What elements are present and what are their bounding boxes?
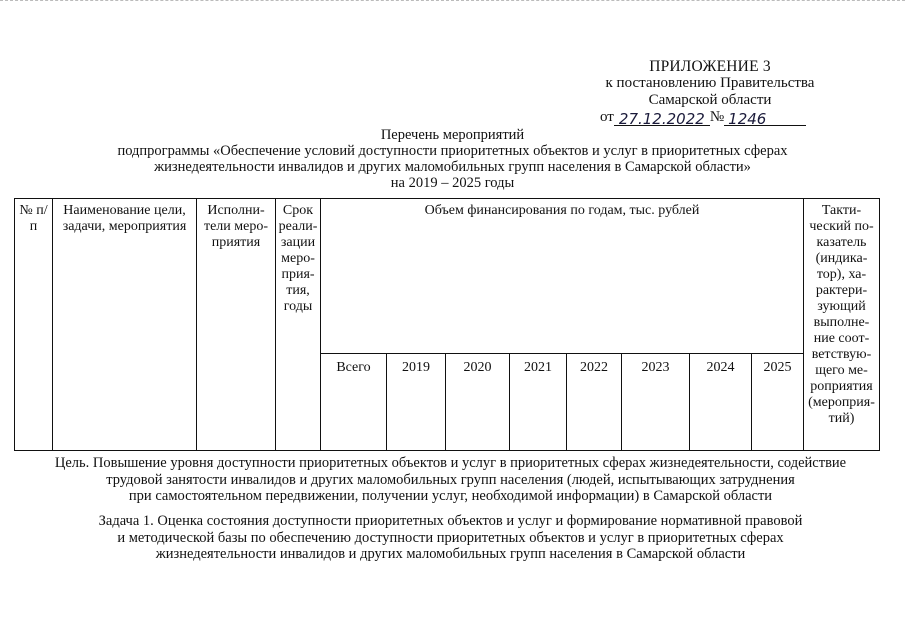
heading-line-4: на 2019 – 2025 годы — [390, 175, 515, 191]
header-year-total: Всего — [321, 354, 387, 451]
from-label: от — [600, 109, 614, 125]
heading-line-1: Перечень мероприятий — [380, 127, 525, 143]
header-year-2023: 2023 — [622, 354, 690, 451]
handwritten-date: 27.12.2022 — [618, 110, 705, 128]
goal-line-3: при самостоятельном передвижении, получении услуг, необходимой информации) в Самарской области — [128, 488, 773, 504]
goal-line-2: трудовой занятости инвалидов и других маломобильных групп населения (людей, испытывающих затруднения — [106, 471, 795, 488]
header-name: Наименование цели, задачи, мероприятия — [53, 199, 197, 451]
header-term: Срок реали-зации меро-прия-тия, годы — [276, 199, 321, 451]
header-year-2024: 2024 — [690, 354, 752, 451]
document-heading — [40, 127, 865, 191]
handwritten-number: 1246 — [728, 110, 767, 128]
header-year-2022: 2022 — [567, 354, 622, 451]
number-label: № — [709, 109, 725, 125]
appendix-title: ПРИЛОЖЕНИЕ 3 — [649, 58, 771, 75]
appendix-block — [560, 58, 860, 126]
header-executors: Исполни-тели меро-приятия — [197, 199, 276, 451]
measures-table — [14, 198, 880, 451]
number-field — [724, 111, 806, 126]
page-top-edge — [0, 0, 905, 7]
header-year-2020: 2020 — [446, 354, 510, 451]
header-indicator: Такти-ческий по-казатель (индика-тор), ха-рактери-зующий выполне-ние соот-ветствую-щего ме-роприятия (мероприя-тий) — [804, 199, 880, 451]
task-line-1: Задача 1. Оценка состояния доступности приоритетных объектов и услуг и формирование нормативной правовой — [98, 513, 803, 529]
goal-line-1: Цель. Повышение уровня доступности приоритетных объектов и услуг в приоритетных сферах жизнедеятельности, содействие — [54, 455, 847, 471]
appendix-line-2: Самарской области — [648, 92, 772, 108]
header-number: № п/п — [15, 199, 53, 451]
appendix-date-line — [560, 109, 860, 126]
appendix-line-1: к постановлению Правительства — [605, 75, 815, 91]
goal-text — [18, 455, 883, 505]
header-year-2019: 2019 — [387, 354, 446, 451]
header-funding: Объем финансирования по годам, тыс. рублей — [321, 199, 804, 354]
header-year-2025: 2025 — [752, 354, 804, 451]
task-text — [18, 513, 883, 563]
task-line-3: жизнедеятельности инвалидов и других маломобильных групп населения в Самарской области — [155, 546, 746, 562]
heading-line-3: жизнедеятельности инвалидов и других маломобильных групп населения в Самарской области» — [154, 159, 751, 175]
date-field — [614, 111, 710, 126]
heading-line-2: подпрограммы «Обеспечение условий доступности приоритетных объектов и услуг в приоритетных сферах — [117, 143, 788, 159]
header-year-2021: 2021 — [510, 354, 567, 451]
task-line-2: и методической базы по обеспечению доступности приоритетных объектов и услуг в приоритетных сферах — [117, 529, 784, 546]
